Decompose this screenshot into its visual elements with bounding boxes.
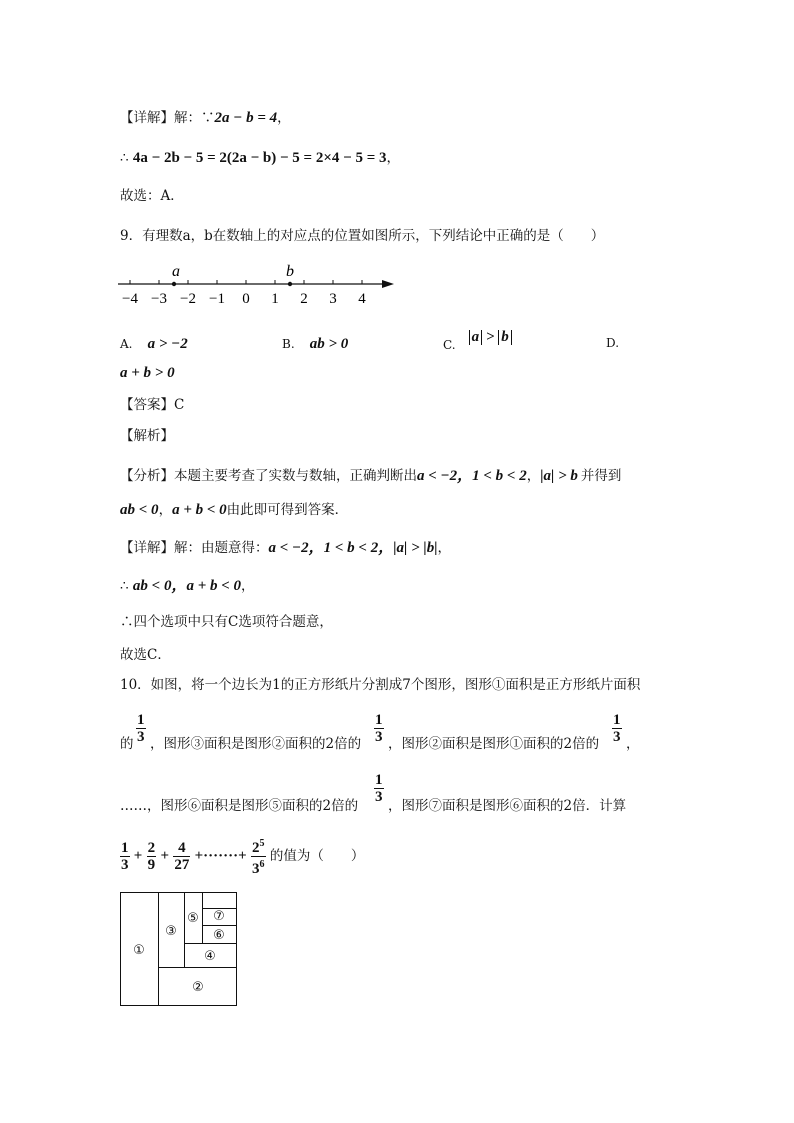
point-a-label: a bbox=[172, 263, 180, 280]
q8-detail-line: 【详解】解：∵2a − b = 4， bbox=[120, 110, 291, 126]
number-line-tick-label: −1 bbox=[209, 291, 225, 307]
q8-answer: 故选：A． bbox=[120, 188, 184, 204]
sum-term-1: $\frac{1}{3}$ bbox=[121, 840, 129, 873]
arrow-right-icon bbox=[382, 280, 394, 288]
region-7-label: ⑦ bbox=[213, 909, 225, 924]
region-4-label: ④ bbox=[204, 949, 216, 964]
sum-term-3: $\frac{4}{27}$ bbox=[174, 840, 190, 873]
q8-calc-expr: 4a − 2b − 5 = 2(2a − b) − 5 = 2×4 − 5 = 3 bbox=[132, 150, 387, 166]
number-line-tick-label: −3 bbox=[151, 291, 167, 307]
number-line-tick-label: 1 bbox=[271, 291, 279, 307]
detail-abs: |a| > |b| bbox=[393, 540, 438, 556]
q8-given-expr: 2a − b = 4 bbox=[214, 110, 278, 126]
region-2-label: ② bbox=[192, 980, 204, 995]
option-b-label: B. bbox=[282, 337, 295, 351]
option-a[interactable] bbox=[120, 333, 188, 353]
point-b-label: b bbox=[286, 263, 294, 280]
option-a-label: A. bbox=[120, 337, 133, 351]
number-line-tick-label: 2 bbox=[300, 291, 308, 307]
q9-analysis-heading: 【解析】 bbox=[120, 428, 174, 444]
analysis-comma: ， bbox=[526, 468, 541, 484]
analysis-tail: 并得到 bbox=[580, 468, 622, 484]
analysis-line2-comma: ， bbox=[158, 502, 173, 518]
q9-conclusion-line bbox=[120, 576, 255, 596]
q9-detail-line bbox=[120, 538, 451, 558]
fraction-one-third-2: $\frac{1}{3}$ bbox=[375, 712, 383, 745]
conclusion-expr: ab < 0，a + b < 0 bbox=[132, 578, 242, 594]
square-partition-figure bbox=[118, 890, 240, 1010]
ellipsis-plus: +·······+ bbox=[194, 848, 247, 864]
option-b-expr: ab > 0 bbox=[309, 336, 349, 352]
number-line-tick-label: −4 bbox=[122, 291, 138, 307]
sum-last-term: $\frac{2^5}{3^6}$ bbox=[252, 838, 265, 877]
therefore-symbol: ∴ bbox=[120, 150, 129, 166]
option-c[interactable] bbox=[443, 326, 512, 352]
option-d-expr: a + b > 0 bbox=[120, 365, 175, 381]
number-line-tick-label: −2 bbox=[180, 291, 196, 307]
option-d-label[interactable]: D. bbox=[606, 336, 620, 350]
number-line-tick-label: 4 bbox=[358, 291, 366, 307]
q9-only-c: ∴四个选项中只有C选项符合题意， bbox=[120, 614, 333, 630]
analysis-line2-tail: 由此即可得到答案． bbox=[226, 502, 349, 518]
q10-line3-b: ，图形⑦面积是图形⑥面积的2倍．计算 bbox=[388, 798, 627, 814]
analysis-expr1: a < −2，1 < b < 2 bbox=[417, 468, 527, 484]
therefore-symbol-2: ∴ bbox=[120, 578, 129, 594]
detail-comma: ， bbox=[437, 540, 451, 556]
q10-line2-c: ，图形②面积是图形①面积的2倍的 bbox=[388, 736, 600, 752]
fraction-one-third-3: $\frac{1}{3}$ bbox=[613, 712, 621, 745]
region-5-label: ⑤ bbox=[187, 911, 199, 926]
plus-sign: + bbox=[133, 848, 143, 864]
fraction-one-third: $\frac{1}{3}$ bbox=[137, 712, 145, 745]
q10-line2-d: ， bbox=[626, 736, 640, 752]
analysis-line2-expr1: ab < 0 bbox=[120, 502, 159, 518]
q10-line3-a: ……，图形⑥面积是图形⑤面积的2倍的 bbox=[120, 798, 359, 814]
q9-analysis-line1 bbox=[120, 466, 621, 486]
q8-calc-line: ∴ 4a − 2b − 5 = 2(2a − b) − 5 = 2×4 − 5 = 3， bbox=[120, 150, 400, 166]
q10-line2-b: ，图形③面积是图形②面积的2倍的 bbox=[150, 736, 362, 752]
analysis-expr2: |a| > b bbox=[540, 468, 578, 484]
q10-line1: 10．如图，将一个边长为1的正方形纸片分割成7个图形，图形①面积是正方形纸片面积 bbox=[120, 677, 641, 693]
sum-term-2: $\frac{2}{9}$ bbox=[147, 840, 156, 873]
option-c-label: C. bbox=[443, 338, 456, 352]
detail-label: 【详解】解：由题意得： bbox=[120, 540, 269, 556]
number-line bbox=[116, 258, 396, 308]
q10-line2-a: 的 bbox=[120, 736, 134, 752]
q9-stem: 9．有理数a，b在数轴上的对应点的位置如图所示，下列结论中正确的是（ ） bbox=[120, 228, 605, 244]
option-d-expr-line[interactable] bbox=[120, 363, 175, 383]
point-b-dot bbox=[288, 282, 292, 286]
option-c-op: > bbox=[485, 329, 495, 345]
detail-expr: a < −2，1 < b < 2， bbox=[268, 540, 394, 556]
number-line-tick-label: 3 bbox=[329, 291, 337, 307]
option-c-abs-a: a bbox=[469, 330, 483, 345]
region-1-label: ① bbox=[133, 943, 145, 958]
region-6-label: ⑥ bbox=[213, 928, 225, 943]
q10-sum-expression bbox=[120, 836, 364, 880]
q8-detail-label: 【详解】解：∵ bbox=[120, 110, 215, 126]
point-a-dot bbox=[172, 282, 176, 286]
option-a-expr: a > −2 bbox=[147, 336, 188, 352]
option-b[interactable] bbox=[282, 333, 348, 353]
fraction-one-third-4: $\frac{1}{3}$ bbox=[375, 772, 383, 805]
region-3-label: ③ bbox=[165, 924, 177, 939]
analysis-line2-expr2: a + b < 0 bbox=[172, 502, 227, 518]
q10-ask: 的值为（ ） bbox=[269, 848, 365, 864]
q9-choose: 故选C． bbox=[120, 647, 171, 663]
option-c-abs-b: b bbox=[498, 330, 512, 345]
q9-answer: 【答案】C bbox=[120, 397, 185, 413]
analysis-label: 【分析】本题主要考查了实数与数轴，正确判断出 bbox=[120, 468, 417, 484]
number-line-tick-label: 0 bbox=[242, 291, 250, 307]
plus-sign-2: + bbox=[160, 848, 170, 864]
conclusion-comma: ， bbox=[241, 578, 255, 594]
q9-analysis-line2 bbox=[120, 500, 348, 520]
